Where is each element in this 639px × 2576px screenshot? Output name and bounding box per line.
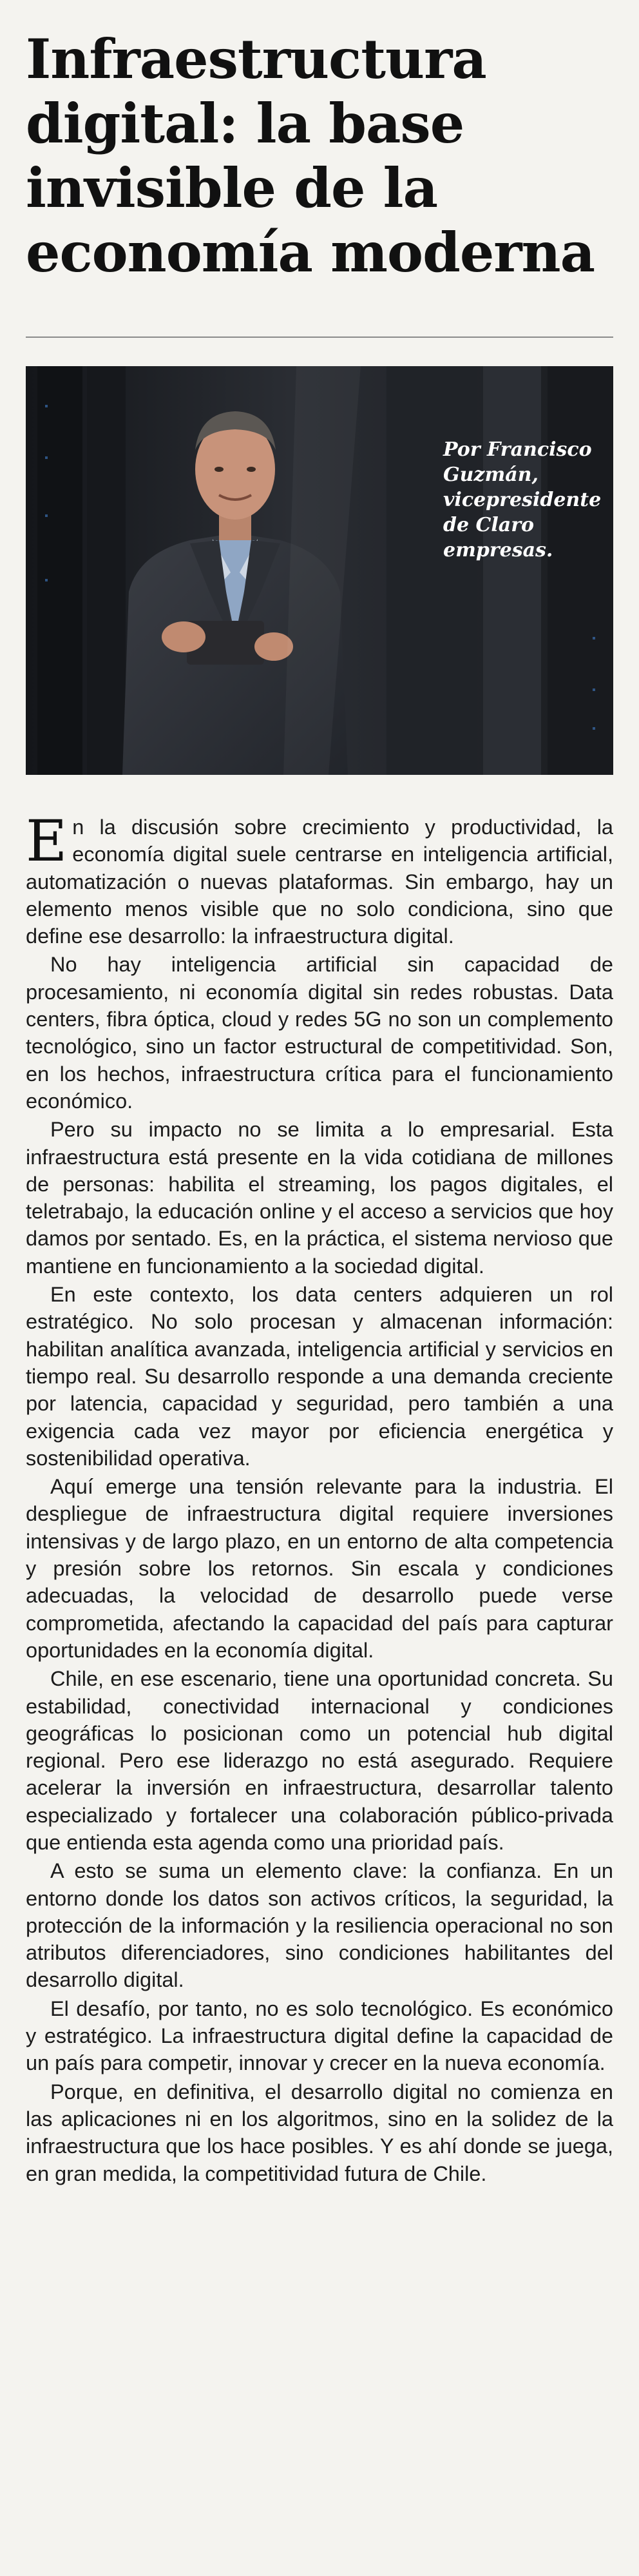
article-paragraph: Chile, en ese escenario, tiene una oportunidad concreta. Su estabilidad, conectividad internacional y condiciones geográficas lo posicionan como un potencial hub digital regional. Pero ese liderazgo no está asegurado. Requiere acelerar la inversión en infraestructura, desarrollar talento especializado y fortalecer una colaboración público-privada que entienda esta agenda como una prioridad país.: [26, 1667, 613, 1854]
article-paragraph: Porque, en definitiva, el desarrollo digital no comienza en las aplicaciones ni en los algoritmos, sino en la solidez de la infraestructura que los hace posibles. Y es ahí donde se juega, en gran medida, la competitividad futura de Chile.: [26, 2080, 613, 2185]
author-photo: [26, 366, 613, 775]
article-paragraph: A esto se suma un elemento clave: la confianza. En un entorno donde los datos son activos críticos, la seguridad, la protección de la información y la resiliencia operacional no son atributos diferenciadores, sino condiciones habilitantes del desarrollo digital.: [26, 1859, 613, 1992]
article-paragraph-1: [26, 808, 613, 950]
article-headline: Infraestructura digital: la base invisible de la economía moderna: [26, 27, 595, 284]
article-paragraph: Pero su impacto no se limita a lo empresarial. Esta infraestructura está presente en la vida cotidiana de millones de personas: habilita el streaming, los pagos digitales, el teletrabajo, la educación online y el acceso a servicios que hoy damos por sentado. Es, en la práctica, el sistema nervioso que mantiene en funcionamiento a la sociedad digital.: [26, 1118, 613, 1278]
paragraph-1-text: n la discusión sobre crecimiento y productividad, la economía digital suele centrarse en inteligencia artificial, automatización o nuevas plataformas. Sin embargo, hay un elemento menos visible que no solo condiciona, sino que define ese desarrollo: la infraestructura digital.: [26, 815, 613, 948]
article-paragraph: No hay inteligencia artificial sin capacidad de procesamiento, ni economía digital sin redes robustas. Data centers, fibra óptica, cloud y redes 5G no son un complemento tecnológico, sino un factor estructural de competitividad. Son, en los hechos, infraestructura crítica para el funcionamiento económico.: [26, 953, 613, 1113]
drop-cap: E: [26, 808, 68, 874]
headline-divider: [26, 337, 613, 338]
article-paragraph: El desafío, por tanto, no es solo tecnológico. Es económico y estratégico. La infraestructura digital define la capacidad de un país para competir, innovar y crecer en la nueva economía.: [26, 1996, 613, 2075]
article-paragraph: Aquí emerge una tensión relevante para la industria. El despliegue de infraestructura digital requiere inversiones intensivas y de largo plazo, en un entorno de alta competencia y presión sobre los retornos. Sin escala y condiciones adecuadas, la velocidad de desarrollo puede verse comprometida, afectando la capacidad del país para capturar oportunidades en la economía digital.: [26, 1475, 613, 1662]
photo-caption: Por Francisco Guzmán, vicepresidente de Claro empresas.: [443, 438, 602, 561]
article-body: [26, 808, 613, 2189]
article-paragraph: En este contexto, los data centers adquieren un rol estratégico. No solo procesan y almacenan información: habilitan analítica avanzada, inteligencia artificial y servicios en tiempo real. Su desarrollo responde a una demanda creciente por latencia, capacidad y seguridad, pero también a una exigencia cada vez mayor por eficiencia energética y sostenibilidad operativa.: [26, 1283, 613, 1470]
author-portrait-illustration: [26, 366, 613, 775]
